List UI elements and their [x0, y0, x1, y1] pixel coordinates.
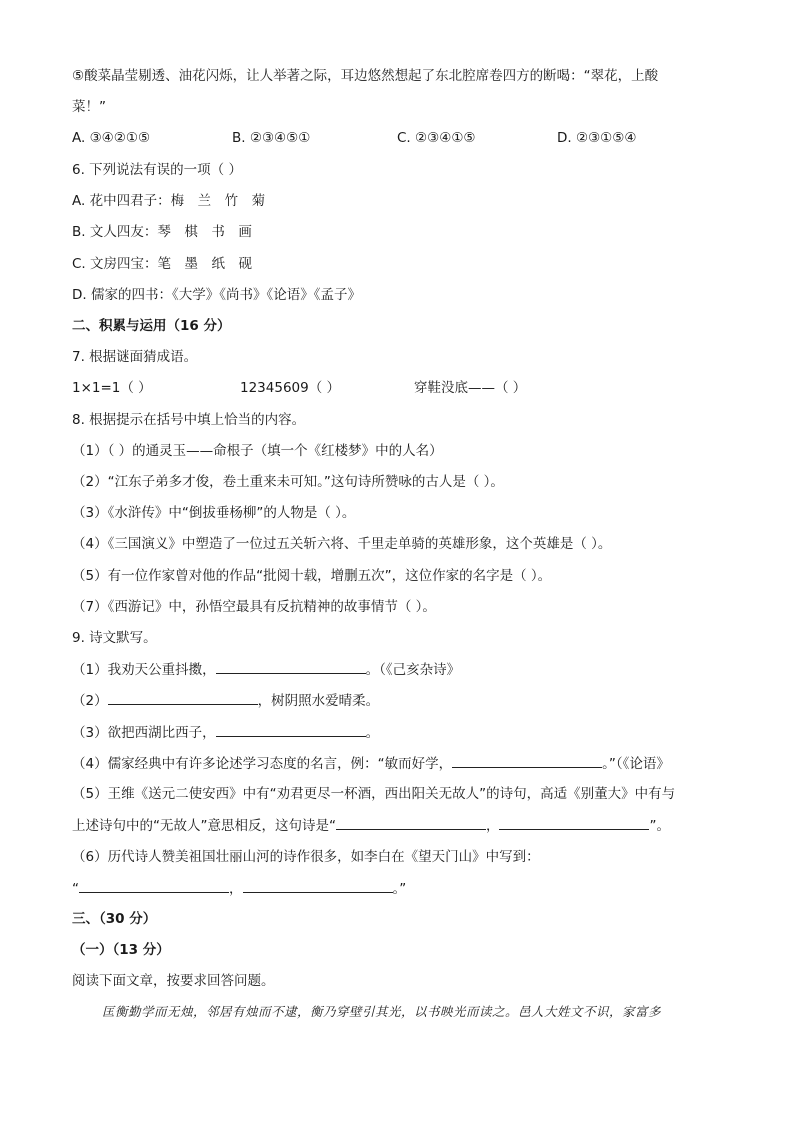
q9-item-4	[72, 753, 670, 774]
q6-stem: 6. 下列说法有误的一项（ ）	[72, 162, 242, 178]
q9-item6-pre: “	[72, 881, 79, 897]
q9-item3-pre: （3）欲把西湖比西子，	[72, 725, 216, 741]
q9-item4-pre: （4）儒家经典中有许多论述学习态度的名言，例：“敏而好学，	[72, 756, 453, 772]
q5-option-d[interactable]: D. ②③①⑤④	[557, 130, 637, 146]
q5-option-a[interactable]: A. ③④②①⑤	[72, 130, 151, 146]
q9-item5-line2	[72, 815, 670, 836]
section2-title: 二、积累与运用（16 分）	[72, 318, 231, 334]
q9-item1-blank[interactable]	[216, 659, 366, 674]
q9-item5-pre: 上述诗句中的“无故人”意思相反，这句诗是“	[72, 818, 336, 834]
q9-item6-blank-1[interactable]	[79, 878, 229, 893]
q6-option-b[interactable]: B. 文人四友：琴 棋 书 画	[72, 224, 252, 240]
q9-item6-blank-2[interactable]	[243, 878, 393, 893]
q9-stem: 9. 诗文默写。	[72, 630, 157, 646]
q7-riddle-2[interactable]: 12345609（ ）	[240, 380, 341, 396]
q9-item2-post: ，树阴照水爱晴柔。	[257, 693, 380, 709]
q8-item-1[interactable]: （1）（ ）的通灵玉——命根子（填一个《红楼梦》中的人名）	[72, 443, 443, 459]
q8-item-4[interactable]: （4）《三国演义》中塑造了一位过五关斩六将、千里走单骑的英雄形象，这个英雄是（ ）。	[72, 536, 612, 552]
q8-item-7[interactable]: （7）《西游记》中，孙悟空最具有反抗精神的故事情节（ ）。	[72, 599, 436, 615]
q5-item5-line1: ⑤酸菜晶莹剔透、油花闪烁，让人举著之际，耳边悠然想起了东北腔席卷四方的断喝：“翠花，上酸	[72, 68, 659, 84]
q9-item-2	[72, 690, 379, 711]
q9-item2-pre: （2）	[72, 693, 108, 709]
q5-option-c[interactable]: C. ②③④①⑤	[397, 130, 476, 146]
q6-option-d[interactable]: D. 儒家的四书：《大学》《尚书》《论语》《孟子》	[72, 287, 361, 303]
q9-item5-blank-2[interactable]	[499, 815, 649, 830]
q9-item5-post: ”。	[649, 818, 670, 834]
q7-riddle-1[interactable]: 1×1=1（ ）	[72, 380, 152, 396]
q9-item1-pre: （1）我劝天公重抖擞，	[72, 662, 216, 678]
q9-item6-post: 。”	[392, 881, 407, 897]
section3-instruction: 阅读下面文章，按要求回答问题。	[72, 973, 275, 989]
q9-item-3	[72, 722, 379, 743]
section3-subtitle: （一）（13 分）	[72, 942, 170, 958]
q8-stem: 8. 根据提示在括号中填上恰当的内容。	[72, 412, 306, 428]
q9-item-1	[72, 659, 460, 680]
q9-item2-blank[interactable]	[108, 690, 258, 705]
q9-item6-line2	[72, 878, 406, 899]
q8-item-3[interactable]: （3）《水浒传》中“倒拔垂杨柳”的人物是（ ）。	[72, 505, 356, 521]
q9-item3-blank[interactable]	[216, 722, 366, 737]
q8-item-5[interactable]: （5）有一位作家曾对他的作品“批阅十载，增删五次”，这位作家的名字是（ ）。	[72, 568, 552, 584]
q7-stem: 7. 根据谜面猜成语。	[72, 349, 198, 365]
q5-option-b[interactable]: B. ②③④⑤①	[232, 130, 311, 146]
q9-item1-post: 。（《己亥杂诗》	[365, 662, 461, 678]
q9-item5-mid: ，	[485, 818, 500, 834]
q9-item5-blank-1[interactable]	[336, 815, 486, 830]
passage-line-1: 匡衡勤学而无烛，邻居有烛而不逮，衡乃穿壁引其光，以书映光而读之。邑人大姓文不识，家富多	[102, 1004, 662, 1019]
q9-item5-line1: （5）王维《送元二使安西》中有“劝君更尽一杯酒，西出阳关无故人”的诗句，高适《别董大》中有与	[72, 786, 676, 802]
q7-riddles	[72, 378, 672, 398]
q9-item6-line1: （6）历代诗人赞美祖国壮丽山河的诗作很多，如李白在《望天门山》中写到：	[72, 849, 540, 865]
section3-title: 三、（30 分）	[72, 911, 157, 927]
q9-item4-post: 。”（《论语》	[602, 756, 670, 772]
q5-item5-line2: 菜！”	[72, 99, 106, 115]
q9-item4-blank[interactable]	[452, 753, 602, 768]
q8-item-2[interactable]: （2）“江东子弟多才俊，卷土重来未可知。”这句诗所赞咏的古人是（ ）。	[72, 474, 504, 490]
q7-riddle-3[interactable]: 穿鞋没底——（ ）	[414, 380, 527, 396]
q9-item3-post: 。	[365, 725, 380, 741]
q9-item6-mid: ，	[229, 881, 243, 897]
q6-option-a[interactable]: A. 花中四君子：梅 兰 竹 菊	[72, 193, 266, 209]
q6-option-c[interactable]: C. 文房四宝：笔 墨 纸 砚	[72, 256, 253, 272]
q5-options	[72, 128, 672, 148]
